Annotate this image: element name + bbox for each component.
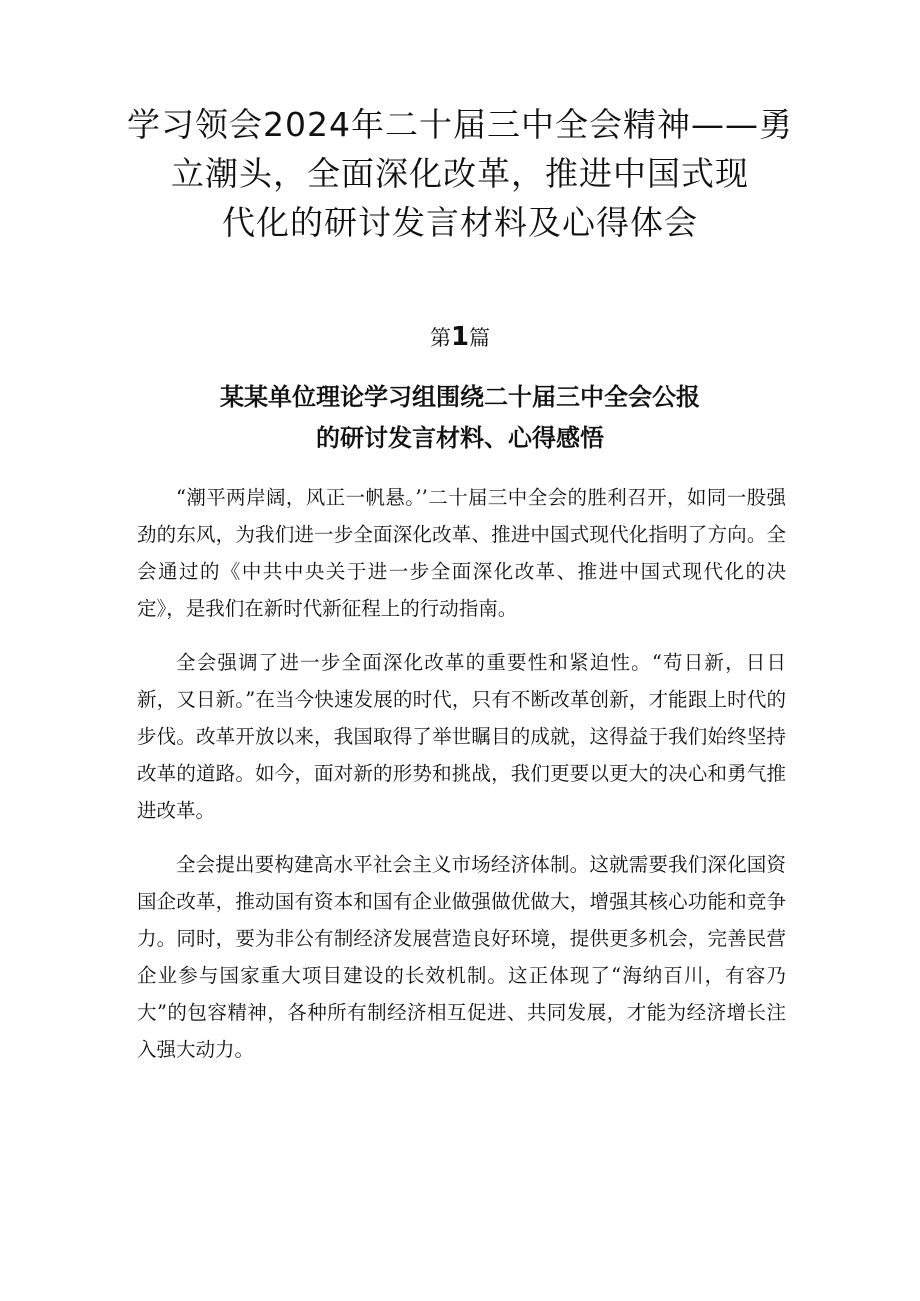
- chapter-heading: [0, 322, 920, 353]
- body-text: [137, 479, 786, 1085]
- title-line: 代化的研讨发言材料及心得体会: [222, 203, 698, 242]
- subtitle-line: 某某单位理论学习组围绕二十届三中全会公报: [220, 383, 700, 411]
- subtitle-line: 的研讨发言材料、心得感悟: [316, 424, 604, 452]
- chapter-prefix: 第: [429, 326, 451, 350]
- paragraph: 全会提出要构建高水平社会主义市场经济体制。这就需要我们深化国资国企改革，推动国有资本和国有企业做强做优做大，增强其核心功能和竞争力。同时，要为非公有制经济发展营造良好环境，提供更多机会，完善民营企业参与国家重大项目建设的长效机制。这正体现了“海纳百川，有容乃大”的包容精神，各种所有制经济相互促进、共同发展，才能为经济增长注入强大动力。: [137, 853, 786, 1061]
- paragraph: “潮平两岸阔，风正一帆悬。’’二十届三中全会的胜利召开，如同一股强劲的东风，为我们进一步全面深化改革、推进中国式现代化指明了方向。全会通过的《中共中央关于进一步全面深化改革、推进中国式现代化的决定》，是我们在新时代新征程上的行动指南。: [137, 486, 786, 620]
- title-line: 立潮头，全面深化改革，推进中国式现: [171, 154, 749, 193]
- title-line: 学习领会2024年二十届三中全会精神——勇: [127, 105, 793, 144]
- paragraph: 全会强调了进一步全面深化改革的重要性和紧迫性。“苟日新，日日新，又日新。”在当今快速发展的时代，只有不断改革创新，才能跟上时代的步伐。改革开放以来，我国取得了举世瞩目的成就，这得益于我们始终坚持改革的道路。如今，面对新的形势和挑战，我们更要以更大的决心和勇气推进改革。: [137, 651, 786, 822]
- section-subtitle: [140, 377, 780, 459]
- chapter-suffix: 篇: [469, 326, 491, 350]
- document-title: [120, 100, 800, 247]
- chapter-number: 1: [450, 322, 470, 352]
